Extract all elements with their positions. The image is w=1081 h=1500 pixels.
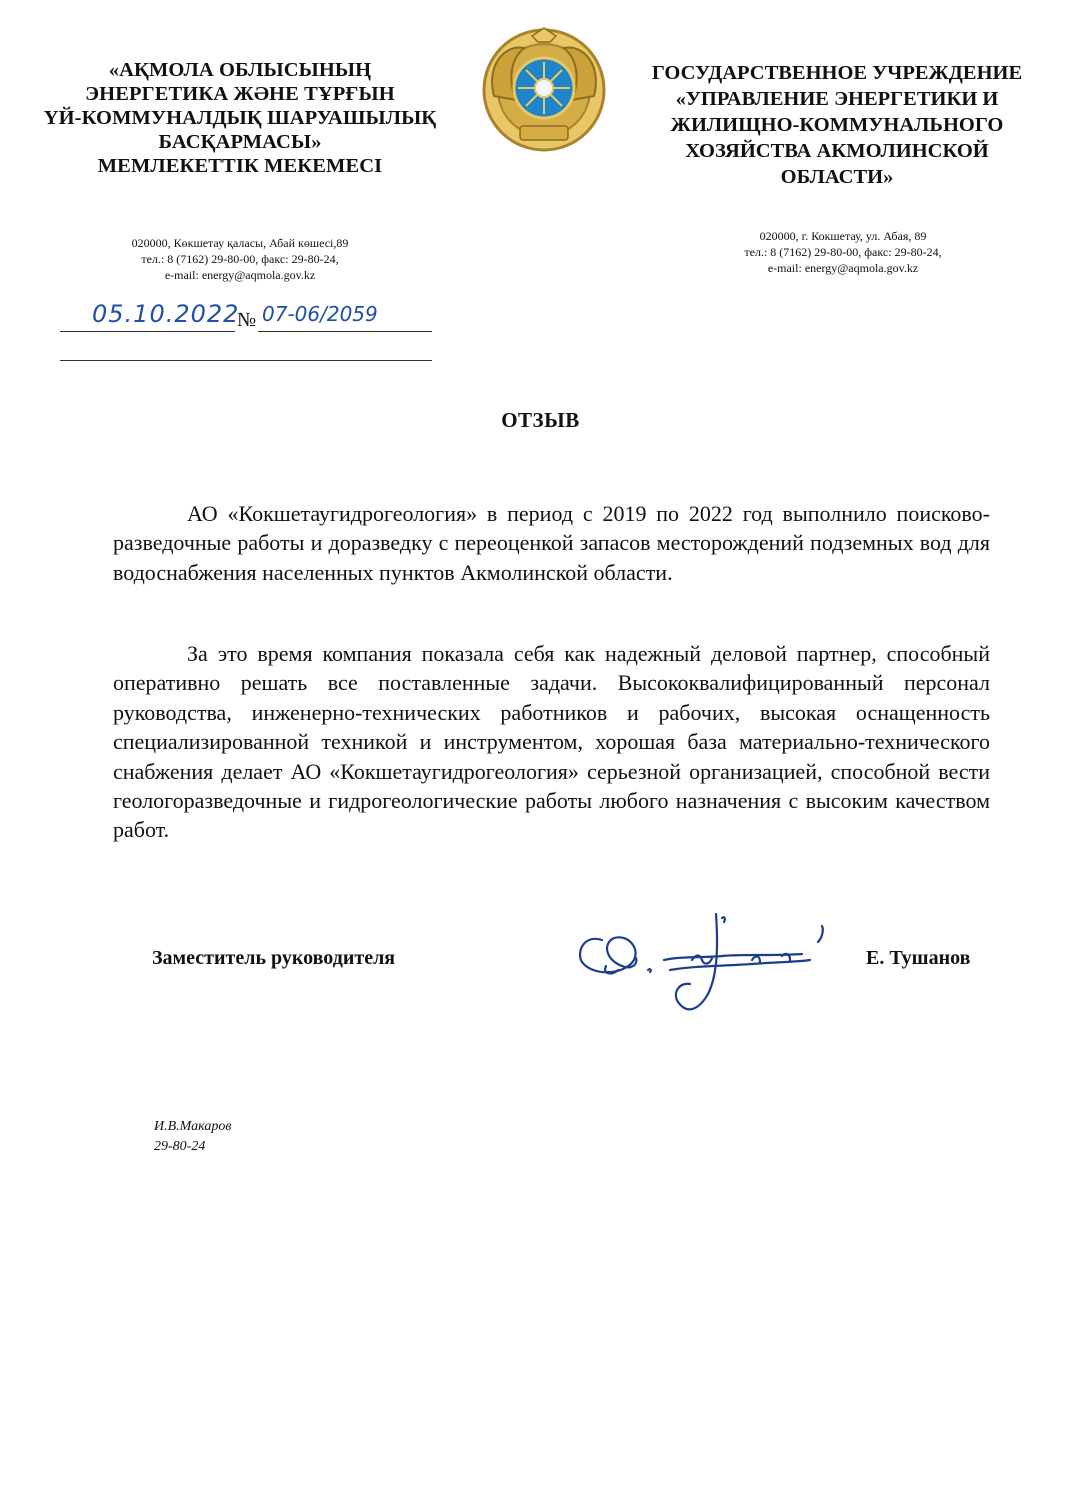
body-paragraph: За это время компания показала себя как надежный деловой партнер, способный оперативно решать все поставленные задачи. Высококвалифицированный персонал руководства, инженерно-технических работников и рабочих, высокая оснащенность специализированной техникой и инструментом, хорошая база материально-технического снабжения делает АО «Кокшетаугидрогеология» серьезной организацией, способной вести геологоразведочные и гидрогеологические работы любого назначения с высоким качеством работ. (113, 641, 990, 843)
org-name-kz-line-1: «АҚМОЛА ОБЛЫСЫНЫҢ (108, 59, 372, 81)
reference-line (60, 360, 432, 361)
handwritten-signature (572, 904, 834, 1026)
document-title: ОТЗЫВ (501, 408, 580, 432)
address-kz-line: тел.: 8 (7162) 29-80-00, факс: 29-80-24, (141, 252, 339, 266)
org-name-kazakh (40, 58, 440, 178)
body-paragraph: АО «Кокшетаугидрогеология» в период с 2019 по 2022 год выполнило поисково-разведочные работы и доразведку с переоценкой запасов месторождений подземных вод для водоснабжения населенных пунктов Акмолинской области. (113, 501, 990, 585)
address-kazakh (60, 235, 420, 283)
registration-number-sign: № (237, 309, 257, 331)
signatory-role: Заместитель руководителя (152, 947, 396, 969)
org-name-kz-line-4: БАСҚАРМАСЫ» (158, 131, 322, 153)
org-name-kz-line-2: ЭНЕРГЕТИКА ЖӘНЕ ТҰРҒЫН (85, 83, 395, 105)
address-ru-line: тел.: 8 (7162) 29-80-00, факс: 29-80-24, (744, 245, 942, 259)
address-kz-line: 020000, Көкшетау қаласы, Абай көшесі,89 (131, 236, 349, 250)
executor-phone: 29-80-24 (154, 1139, 206, 1154)
org-name-ru-line-1: ГОСУДАРСТВЕННОЕ УЧРЕЖДЕНИЕ (651, 62, 1023, 84)
number-underline (258, 331, 432, 332)
state-emblem-icon (480, 26, 608, 154)
address-russian (688, 228, 998, 276)
org-name-ru-line-3: ЖИЛИЩНО-КОММУНАЛЬНОГО (670, 114, 1004, 136)
executor-name: И.В.Макаров (154, 1119, 232, 1134)
signatory-name: Е. Тушанов (866, 947, 971, 969)
date-underline (60, 331, 235, 332)
org-name-ru-line-4: ХОЗЯЙСТВА АКМОЛИНСКОЙ (685, 140, 989, 162)
org-name-kz-line-3: ҮЙ-КОММУНАЛДЫҚ ШАРУАШЫЛЫҚ (43, 107, 437, 129)
org-name-kz-line-5: МЕМЛЕКЕТТІК МЕКЕМЕСІ (97, 155, 383, 177)
address-ru-line: 020000, г. Кокшетау, ул. Абая, 89 (759, 229, 927, 243)
org-name-russian (632, 60, 1042, 190)
address-ru-line: e-mail: energy@aqmola.gov.kz (767, 261, 919, 275)
address-kz-line: e-mail: energy@aqmola.gov.kz (164, 268, 316, 282)
executor-info (154, 1117, 231, 1157)
registration-date: 05.10.2022 (92, 300, 240, 328)
org-name-ru-line-2: «УПРАВЛЕНИЕ ЭНЕРГЕТИКИ И (675, 88, 999, 110)
org-name-ru-line-5: ОБЛАСТИ» (780, 166, 894, 188)
registration-number: 07-06/2059 (262, 302, 378, 326)
